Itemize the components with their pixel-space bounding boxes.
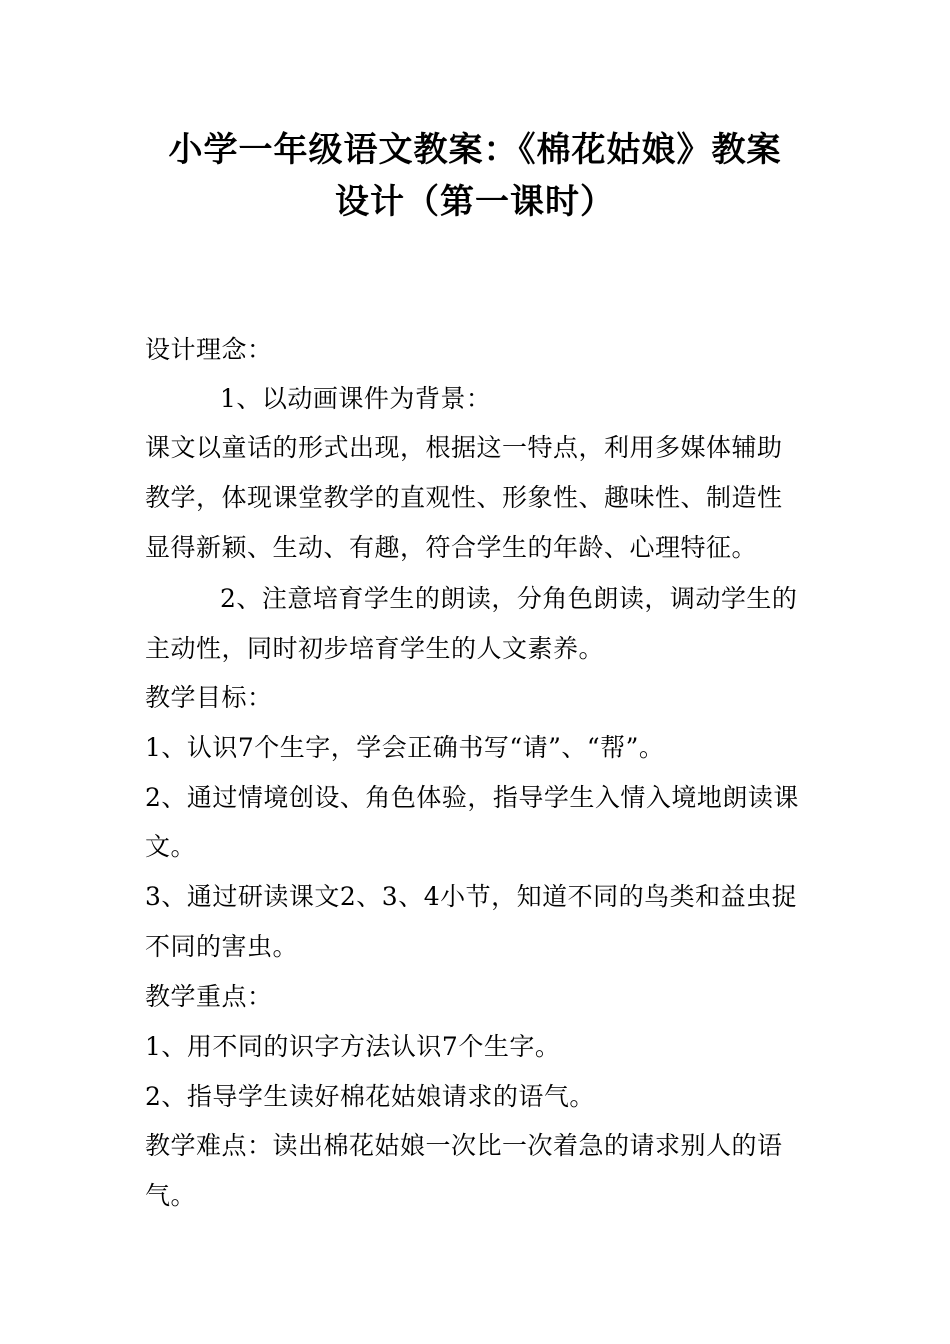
list-item: 3、通过研读课文2、3、4小节，知道不同的鸟类和益虫捉 (145, 882, 798, 911)
list-item: 1、用不同的识字方法认识7个生字。 (145, 1032, 561, 1061)
list-item: 2、指导学生读好棉花姑娘请求的语气。 (145, 1082, 595, 1111)
list-item: 1、认识7个生字，学会正确书写“请”、“帮”。 (145, 733, 665, 762)
list-item-continuation: 不同的害虫。 (145, 932, 299, 961)
paragraph-line: 气。 (145, 1181, 197, 1210)
paragraph-line: 1、以动画课件为背景： (220, 384, 492, 413)
paragraph-line: 主动性，同时初步培育学生的人文素养。 (145, 634, 605, 663)
list-item-continuation: 文。 (145, 832, 197, 861)
document-title-line-1: 小学一年级语文教案：《棉花姑娘》教案 (168, 130, 782, 170)
paragraph-line: 2、注意培育学生的朗读，分角色朗读，调动学生的 (220, 584, 798, 613)
section-heading-key-points: 教学重点： (145, 982, 273, 1011)
list-item: 2、通过情境创设、角色体验，指导学生入情入境地朗读课 (145, 783, 799, 812)
document-title-line-2: 设计（第一课时） (335, 182, 615, 222)
section-heading-difficulty: 教学难点：读出棉花姑娘一次比一次着急的请求别人的语 (145, 1131, 783, 1160)
paragraph-line: 显得新颖、生动、有趣，符合学生的年龄、心理特征。 (145, 533, 758, 562)
paragraph-line: 课文以童话的形式出现，根据这一特点，利用多媒体辅助 (145, 433, 783, 462)
section-heading-design-concept: 设计理念： (145, 335, 273, 364)
paragraph-line: 教学，体现课堂教学的直观性、形象性、趣味性、制造性 (145, 483, 783, 512)
section-heading-teaching-goals: 教学目标： (145, 683, 273, 712)
